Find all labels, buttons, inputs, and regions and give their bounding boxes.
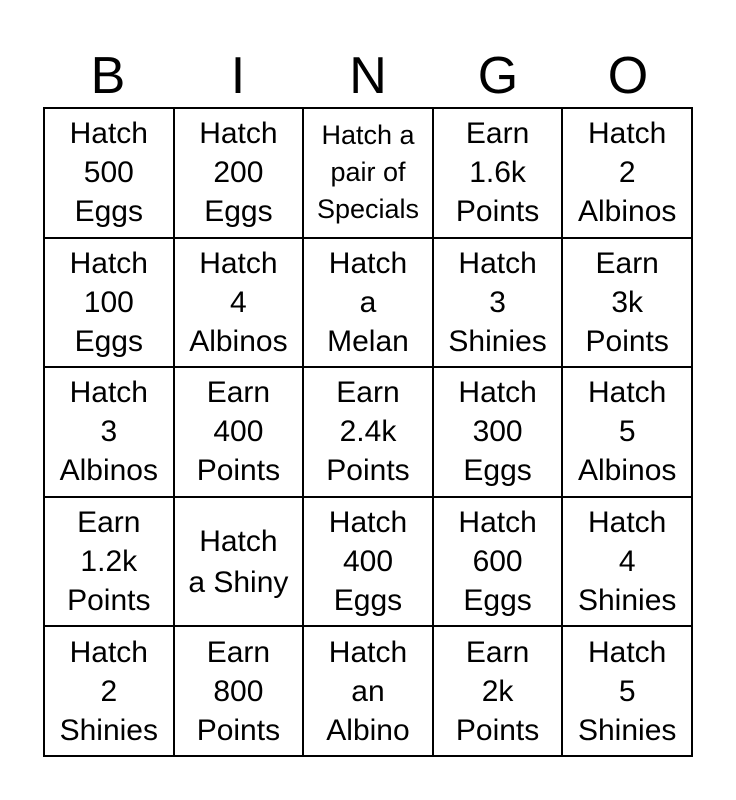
- bingo-cell-r3-c5[interactable]: Hatch 5 Albinos: [562, 367, 692, 497]
- bingo-header: [43, 46, 693, 106]
- bingo-board: [43, 107, 693, 757]
- bingo-cell-r5-c3[interactable]: Hatch an Albino: [303, 626, 433, 756]
- bingo-cell-r4-c4[interactable]: Hatch 600 Eggs: [433, 497, 563, 627]
- bingo-cell-r1-c4[interactable]: Earn 1.6k Points: [433, 108, 563, 238]
- bingo-cell-r2-c2[interactable]: Hatch 4 Albinos: [174, 238, 304, 368]
- header-letter-g: G: [477, 47, 519, 105]
- bingo-cell-r2-c4[interactable]: Hatch 3 Shinies: [433, 238, 563, 368]
- header-letter-i: I: [230, 47, 246, 105]
- bingo-cell-r4-c2[interactable]: Hatch a Shiny: [174, 497, 304, 627]
- bingo-cell-r5-c4[interactable]: Earn 2k Points: [433, 626, 563, 756]
- bingo-cell-r1-c1[interactable]: Hatch 500 Eggs: [44, 108, 174, 238]
- bingo-cell-r5-c5[interactable]: Hatch 5 Shinies: [562, 626, 692, 756]
- bingo-cell-r2-c5[interactable]: Earn 3k Points: [562, 238, 692, 368]
- bingo-cell-r4-c1[interactable]: Earn 1.2k Points: [44, 497, 174, 627]
- header-letter-n: N: [349, 47, 387, 105]
- bingo-cell-r3-c4[interactable]: Hatch 300 Eggs: [433, 367, 563, 497]
- bingo-cell-r5-c1[interactable]: Hatch 2 Shinies: [44, 626, 174, 756]
- header-letter-o: O: [607, 47, 649, 105]
- header-letter-b: B: [90, 47, 126, 105]
- bingo-cell-r1-c3[interactable]: Hatch a pair of Specials: [303, 108, 433, 238]
- bingo-cell-r3-c3[interactable]: Earn 2.4k Points: [303, 367, 433, 497]
- bingo-cell-r2-c3[interactable]: Hatch a Melan: [303, 238, 433, 368]
- bingo-cell-r3-c1[interactable]: Hatch 3 Albinos: [44, 367, 174, 497]
- bingo-cell-r4-c3[interactable]: Hatch 400 Eggs: [303, 497, 433, 627]
- bingo-cell-r5-c2[interactable]: Earn 800 Points: [174, 626, 304, 756]
- bingo-cell-r2-c1[interactable]: Hatch 100 Eggs: [44, 238, 174, 368]
- bingo-cell-r4-c5[interactable]: Hatch 4 Shinies: [562, 497, 692, 627]
- bingo-cell-r3-c2[interactable]: Earn 400 Points: [174, 367, 304, 497]
- bingo-cell-r1-c2[interactable]: Hatch 200 Eggs: [174, 108, 304, 238]
- bingo-cell-r1-c5[interactable]: Hatch 2 Albinos: [562, 108, 692, 238]
